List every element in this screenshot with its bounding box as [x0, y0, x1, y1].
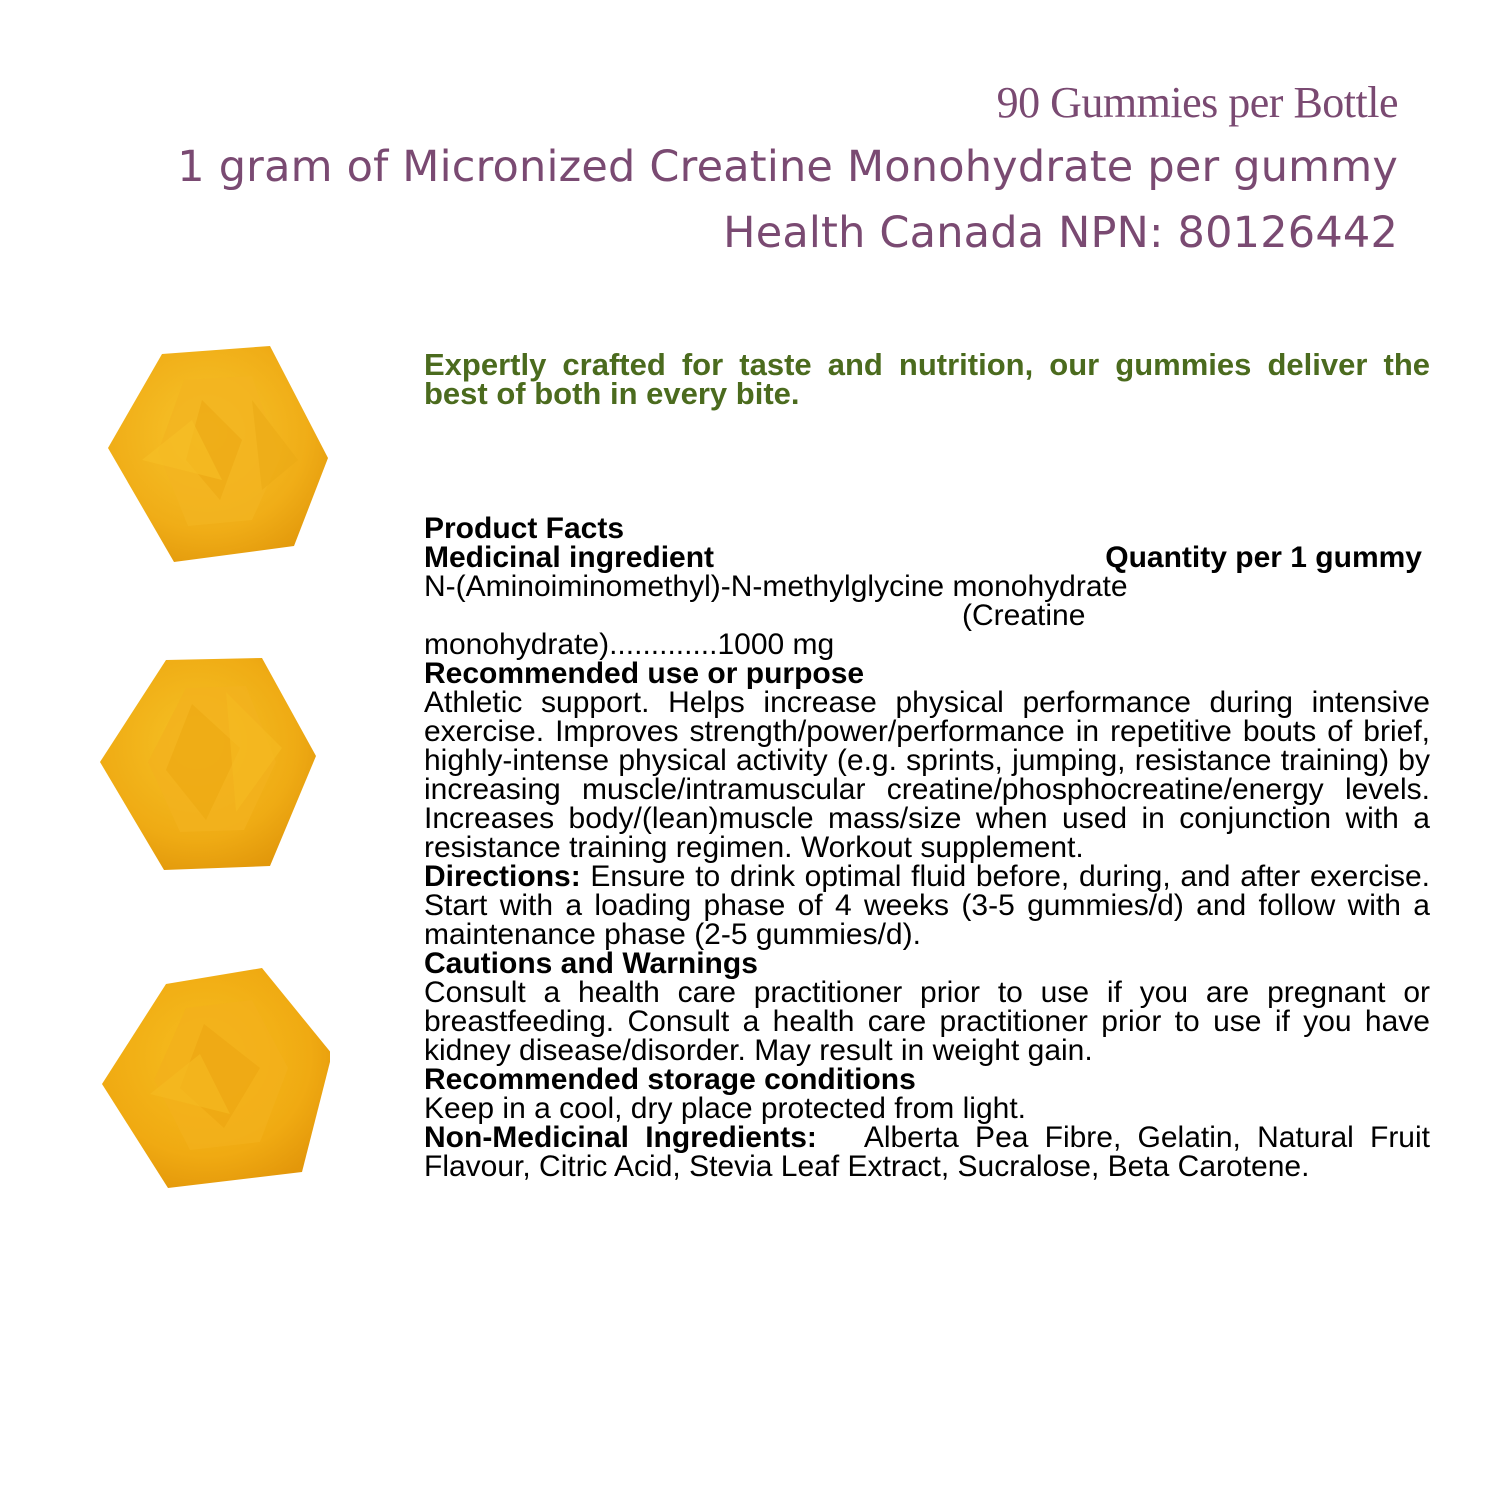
- ingredient-header-row: [424, 543, 1430, 572]
- storage-text: Keep in a cool, dry place protected from light.: [424, 1092, 1026, 1125]
- cautions-text: Consult a health care practitioner prior to use if you are pregnant or breastfeeding. Consult a health care practitioner prior to use if you have kidney disease/disorder. May result in weight gain.: [424, 976, 1430, 1067]
- ingredient-line-3: monohydrate).............1000 mg: [424, 628, 835, 661]
- non-medicinal-paragraph: [424, 1121, 1439, 1183]
- use-text: Athletic support. Helps increase physical performance during intensive exercise. Improves strength/power/performance in repetitive bouts of brief, highly-intense physical activity (e.g. sprints, jumping, resistance training) by increasing muscle/intramuscular creatine/phosphocreatine/energy levels. Increases body/(lean)muscle mass/size when used in conjunction with a resistance training regimen. Workout supplement.: [424, 686, 1430, 864]
- medicinal-ingredient-label: Medicinal ingredient: [424, 541, 715, 574]
- cautions-heading: Cautions and Warnings: [424, 947, 758, 980]
- header: [177, 72, 1398, 266]
- directions-label: Directions:: [424, 860, 581, 893]
- directions-paragraph: [424, 862, 1430, 949]
- gummy-image-3: [100, 964, 330, 1194]
- ingredient-line-2: (Creatine: [962, 599, 1086, 632]
- non-medicinal-label: Non-Medicinal Ingredients:: [424, 1121, 817, 1154]
- gummy-image-1: [102, 340, 332, 570]
- creatine-per-gummy-text: 1 gram of Micronized Creatine Monohydrate per gummy: [177, 142, 1398, 192]
- quantity-label: Quantity per 1 gummy: [1105, 541, 1422, 574]
- storage-heading: Recommended storage conditions: [424, 1063, 916, 1096]
- non-medicinal-text: Alberta Pea Fibre, Gelatin, Natural Fruit Flavour, Citric Acid, Stevia Leaf Extract, Sucralose, Beta Carotene.: [424, 1121, 1439, 1183]
- bottle-count-text: 90 Gummies per Bottle: [996, 78, 1398, 127]
- ingredient-line-1: N-(Aminoiminomethyl)-N-methylglycine monohydrate: [424, 570, 1128, 603]
- tagline: Expertly crafted for taste and nutrition, our gummies deliver the best of both in every bite.: [424, 347, 1430, 411]
- directions-text: Ensure to drink optimal fluid before, during, and after exercise. Start with a loading phase of 4 weeks (3-5 gummies/d) and follow with a maintenance phase (2-5 gummies/d).: [424, 860, 1430, 951]
- use-heading: Recommended use or purpose: [424, 657, 865, 690]
- product-facts-title: Product Facts: [424, 512, 625, 545]
- npn-text: Health Canada NPN: 80126442: [723, 208, 1398, 258]
- product-facts: [424, 512, 1439, 1183]
- gummy-image-2: [96, 652, 326, 882]
